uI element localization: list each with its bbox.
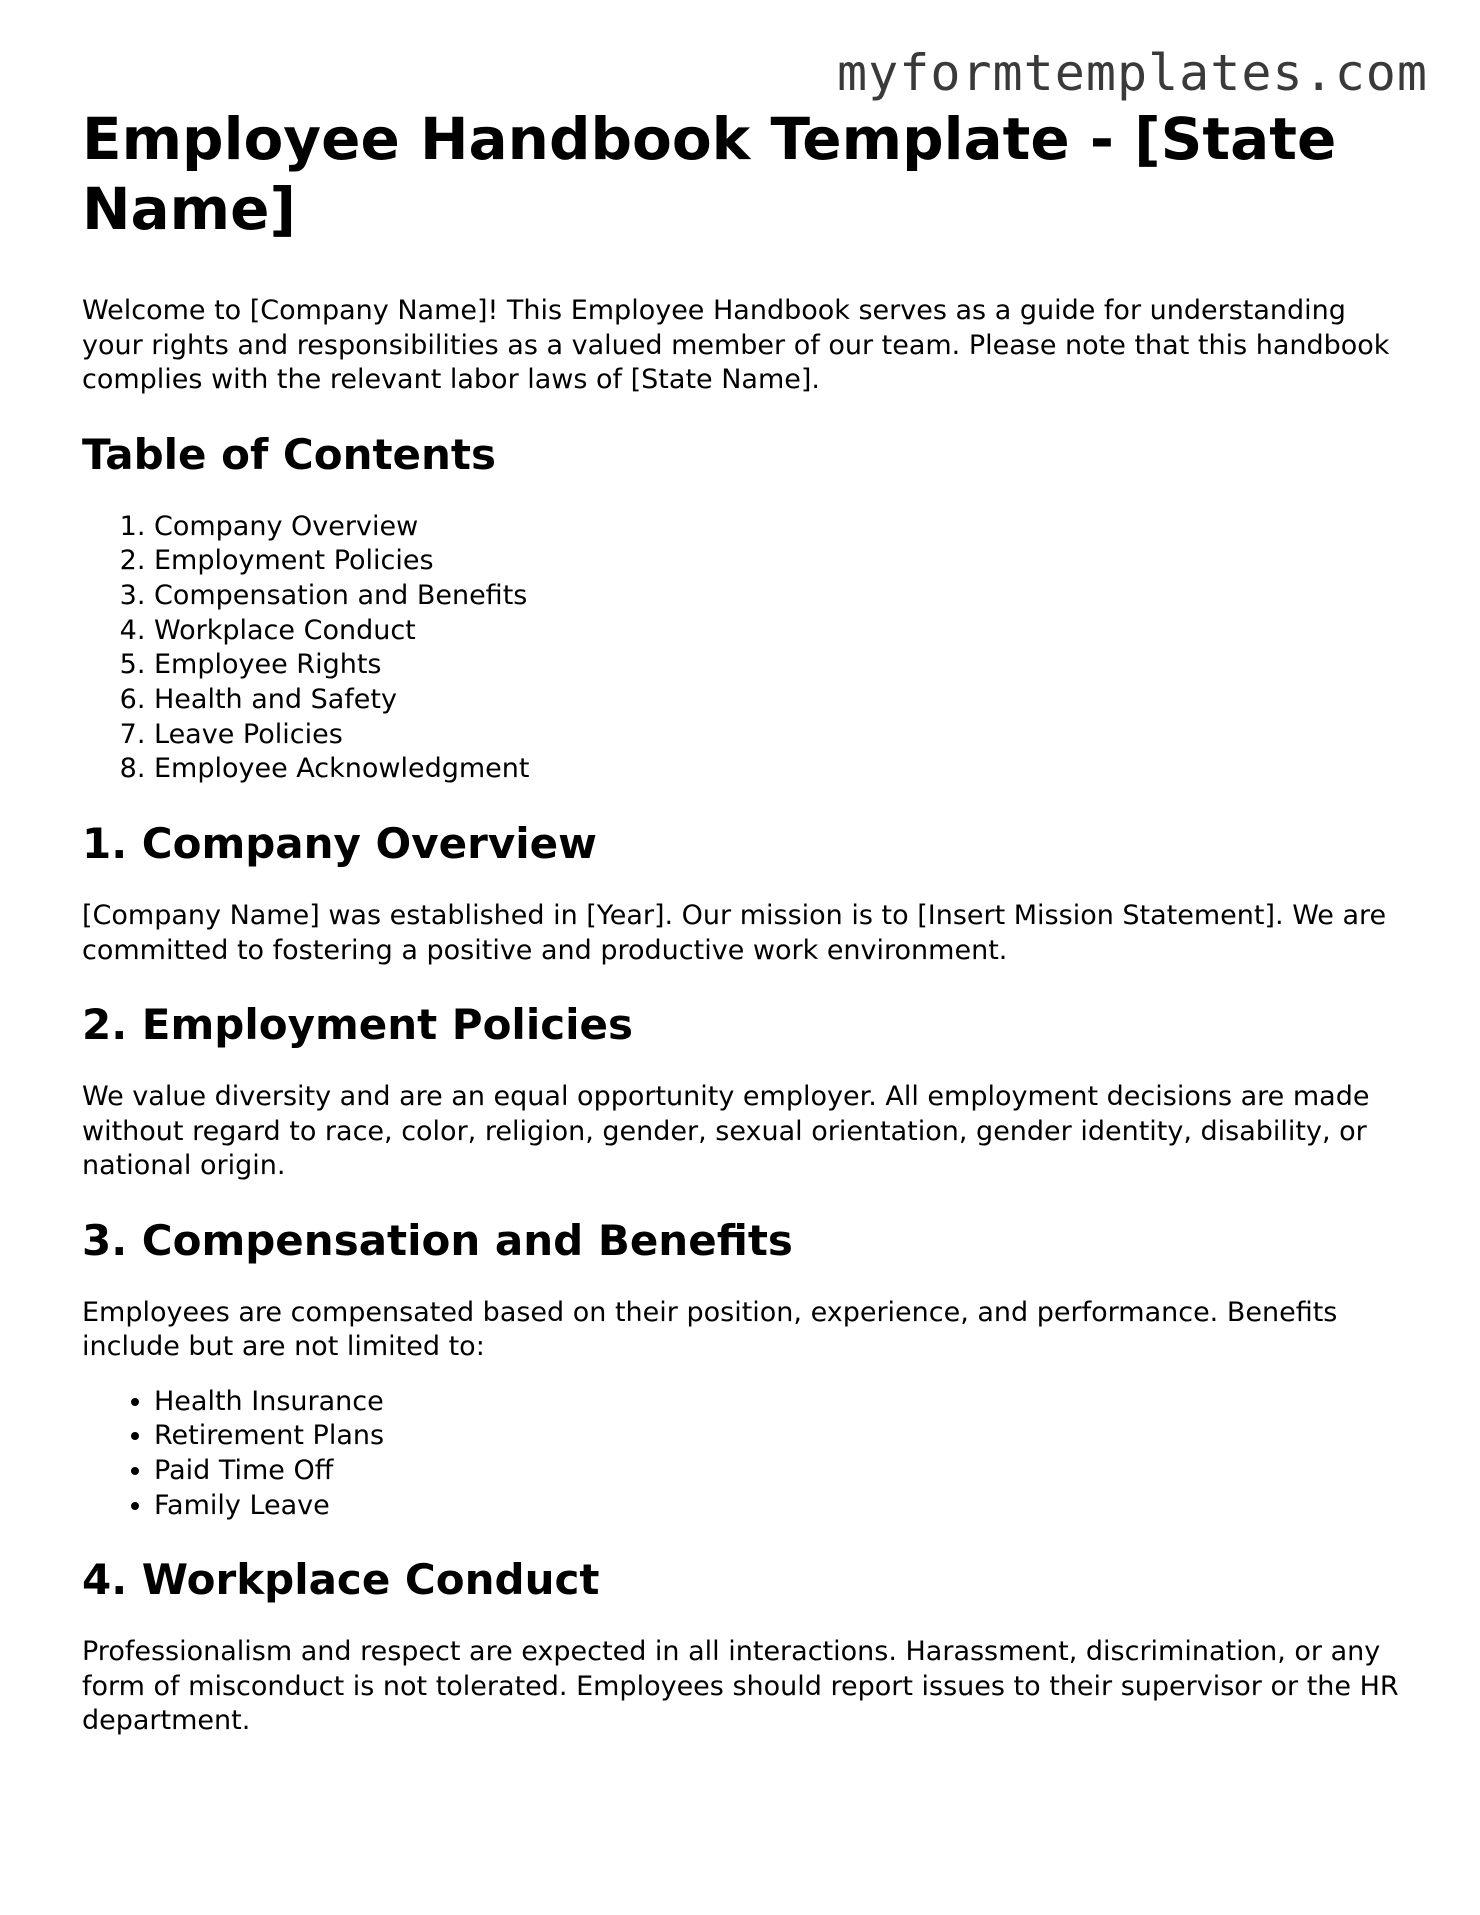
section-heading-compensation-benefits: 3. Compensation and Benefits	[82, 1215, 793, 1265]
toc-item-employee-acknowledgment: 8. Employee Acknowledgment	[154, 752, 1412, 787]
section-heading-company-overview: 1. Company Overview	[82, 819, 597, 869]
toc-item-health-safety: 6. Health and Safety	[154, 683, 1412, 718]
handbook-document	[82, 104, 1412, 1771]
benefit-item-family-leave: • Family Leave	[154, 1489, 1412, 1524]
section-body-workplace-conduct: Professionalism and respect are expected in all interactions. Harassment, discrimination, or any form of misconduct is not tolerated. Employees should report issues to their supervisor or the HR department.	[82, 1636, 1399, 1737]
section-body-company-overview: [Company Name] was established in [Year]. Our mission is to [Insert Mission Statement]. We are committed to fostering a positive and productive work environment.	[82, 900, 1387, 966]
document-title: Employee Handbook Template - [State Name]	[82, 105, 1337, 243]
toc-item-leave-policies: 7. Leave Policies	[154, 718, 1412, 753]
toc-item-compensation-benefits: 3. Compensation and Benefits	[154, 579, 1412, 614]
section-body-employment-policies: We value diversity and are an equal opportunity employer. All employment decisions are made without regard to race, color, religion, gender, sexual orientation, gender identity, disability, or national origin.	[82, 1081, 1370, 1182]
toc-item-company-overview: 1. Company Overview	[154, 510, 1412, 545]
toc-item-employment-policies: 2. Employment Policies	[154, 544, 1412, 579]
watermark-site-name: myformtemplates.com	[837, 44, 1428, 102]
benefit-item-paid-time-off: • Paid Time Off	[154, 1454, 1412, 1489]
intro-paragraph: Welcome to [Company Name]! This Employee Handbook serves as a guide for understanding your rights and responsibilities as a valued member of our team. Please note that this handbook complies with the relevant labor laws of [State Name].	[82, 295, 1390, 395]
section-heading-workplace-conduct: 4. Workplace Conduct	[82, 1555, 600, 1605]
benefit-item-health-insurance: • Health Insurance	[154, 1385, 1412, 1420]
toc-item-workplace-conduct: 4. Workplace Conduct	[154, 614, 1412, 649]
benefit-item-retirement-plans: • Retirement Plans	[154, 1419, 1412, 1454]
toc-item-employee-rights: 5. Employee Rights	[154, 648, 1412, 683]
toc-list	[82, 510, 1412, 788]
benefits-list	[82, 1385, 1412, 1524]
toc-heading: Table of Contents	[82, 429, 497, 479]
section-heading-employment-policies: 2. Employment Policies	[82, 1000, 634, 1050]
section-body-compensation-benefits: Employees are compensated based on their position, experience, and performance. Benefits include but are not limited to:	[82, 1296, 1338, 1363]
